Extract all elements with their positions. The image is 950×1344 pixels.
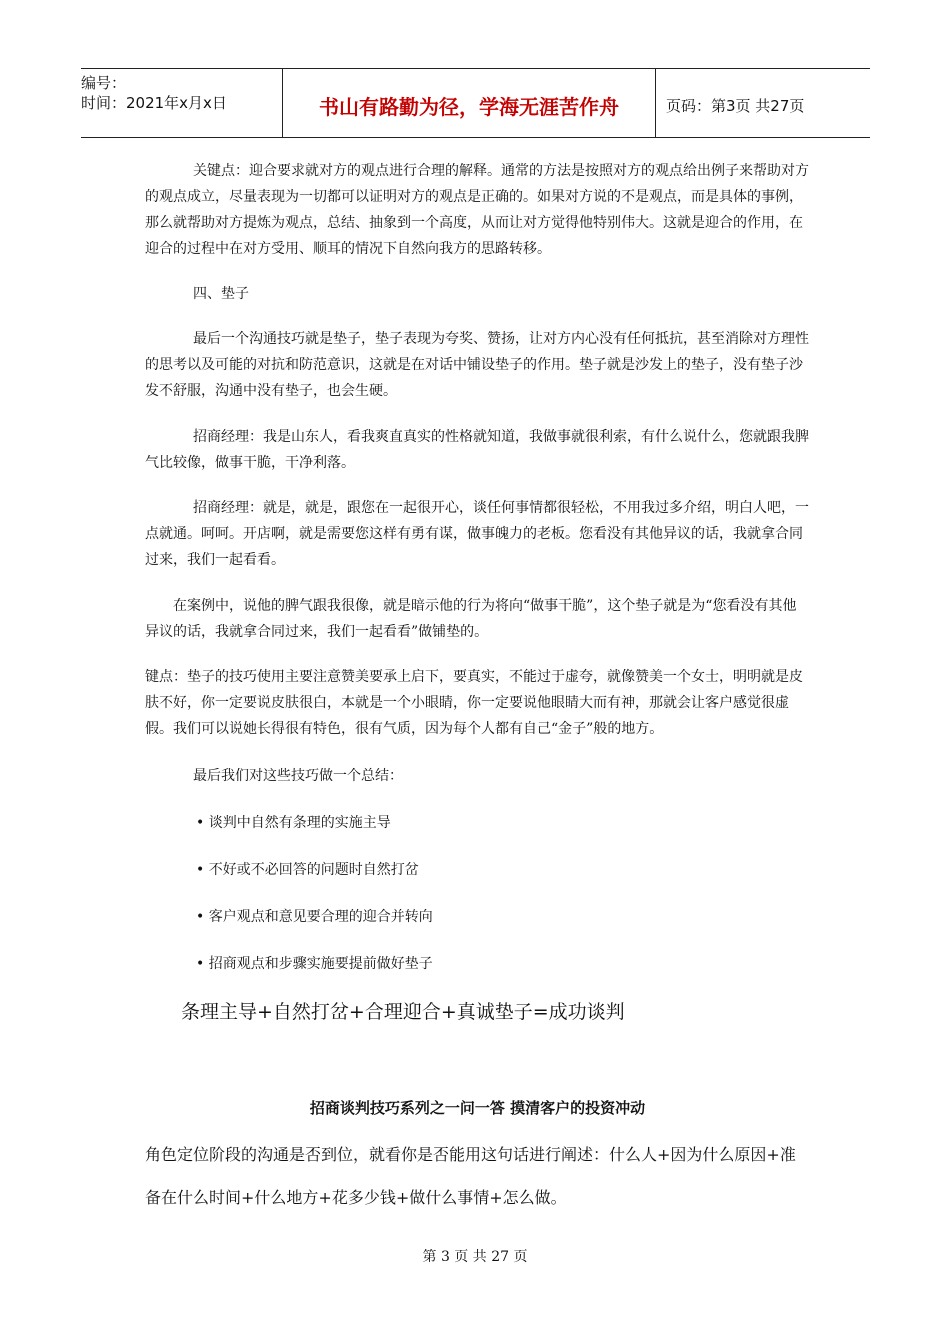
paragraph-key-point-cushion: 键点：垫子的技巧使用主要注意赞美要承上启下，要真实，不能过于虚夸，就像赞美一个女士，明明就是皮肤不好，你一定要说皮肤很白，本就是一个小眼睛，你一定要说他眼睛大而有神，那就会让客户感觉很虚假。我们可以说她长得很有特色，很有气质，因为每个人都有自己“金子”般的地方。	[145, 669, 803, 737]
document-date: 时间：2021年x月x日	[81, 94, 227, 112]
page-header	[81, 68, 870, 138]
success-formula: 条理主导+自然打岔+合理迎合+真诚垫子=成功谈判	[181, 1001, 625, 1023]
header-motto: 书山有路勤为径，学海无涯苦作舟	[282, 69, 656, 137]
header-page-info: 页码：第3页 共27页	[666, 96, 805, 115]
summary-bullet: • 招商观点和步骤实施要提前做好垫子	[196, 956, 433, 972]
summary-bullet: • 客户观点和意见要合理的迎合并转向	[196, 909, 433, 925]
paragraph-dialogue-1: 招商经理：我是山东人，看我爽直真实的性格就知道，我做事就很利索，有什么说什么，您就跟我脾气比较像，做事干脆，干净利落。	[145, 429, 809, 471]
document-number-label: 编号：	[81, 74, 127, 92]
header-meta	[81, 69, 281, 137]
summary-bullet: • 谈判中自然有条理的实施主导	[196, 815, 391, 831]
paragraph-role-line-1: 角色定位阶段的沟通是否到位，就看你是否能用这句话进行阐述：什么人+因为什么原因+准	[145, 1145, 796, 1164]
summary-bullet: • 不好或不必回答的问题时自然打岔	[196, 862, 419, 878]
section-title: 招商谈判技巧系列之一问一答 摸清客户的投资冲动	[309, 1099, 646, 1117]
paragraph-cushion-intro: 最后一个沟通技巧就是垫子，垫子表现为夸奖、赞扬，让对方内心没有任何抵抗，甚至消除对方理性的思考以及可能的对抗和防范意识，这就是在对话中铺设垫子的作用。垫子就是沙发上的垫子，没有垫子沙发不舒服，沟通中没有垫子，也会生硬。	[145, 331, 809, 399]
section-heading-cushion: 四、垫子	[193, 286, 249, 302]
paragraph-summary-intro: 最后我们对这些技巧做一个总结：	[193, 768, 403, 784]
paragraph-role-line-2: 备在什么时间+什么地方+花多少钱+做什么事情+怎么做。	[145, 1188, 567, 1207]
paragraph-case-analysis: 在案例中，说他的脾气跟我很像，就是暗示他的行为将向“做事干脆”，这个垫子就是为“您看没有其他异议的话，我就拿合同过来，我们一起看看”做铺垫的。	[145, 598, 797, 640]
paragraph-dialogue-2: 招商经理：就是，就是，跟您在一起很开心，谈任何事情都很轻松，不用我过多介绍，明白人吧，一点就通。呵呵。开店啊，就是需要您这样有勇有谋，做事魄力的老板。您看没有其他异议的话，我就拿合同过来，我们一起看看。	[145, 500, 809, 568]
page-footer: 第 3 页 共 27 页	[422, 1249, 528, 1265]
paragraph-key-point-catering: 关键点：迎合要求就对方的观点进行合理的解释。通常的方法是按照对方的观点给出例子来帮助对方的观点成立，尽量表现为一切都可以证明对方的观点是正确的。如果对方说的不是观点，而是具体的事例，那么就帮助对方提炼为观点，总结、抽象到一个高度，从而让对方觉得他特别伟大。这就是迎合的作用，在迎合的过程中在对方受用、顺耳的情况下自然向我方的思路转移。	[145, 163, 809, 257]
